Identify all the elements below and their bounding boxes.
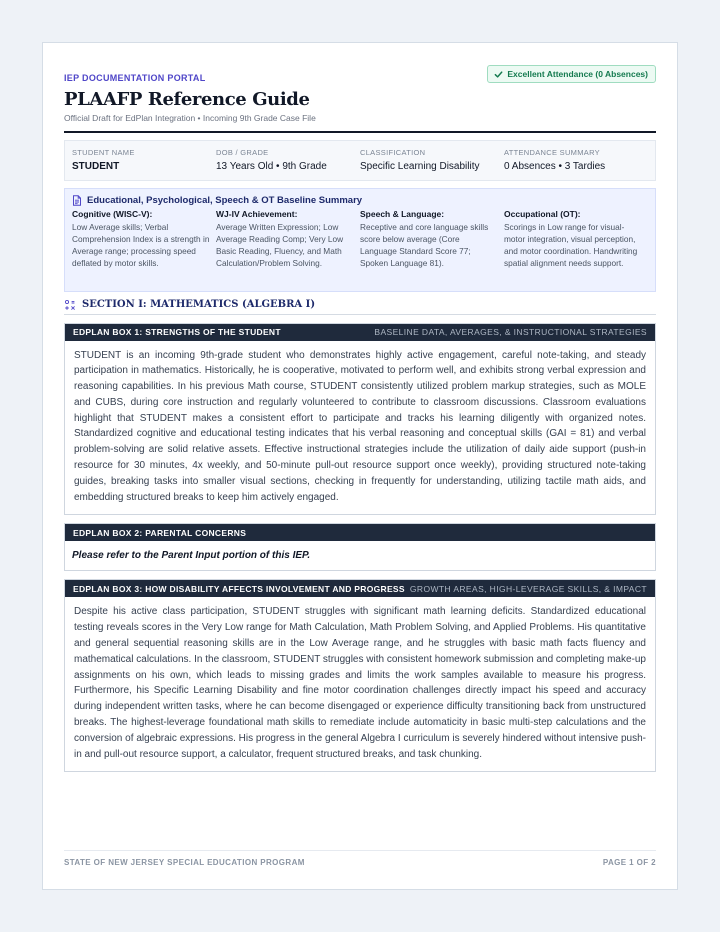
document-page (42, 42, 678, 890)
baseline-column-text: Scorings in Low range for visual-motor integration, visual perception, and motor coordination. Handwriting spatial alignment needs support. (504, 221, 638, 269)
baseline-column-cognitive (72, 209, 216, 270)
edplan-box-disability-impact (64, 579, 656, 772)
student-info-bar (64, 140, 656, 181)
page-footer (64, 850, 656, 867)
box-title: EDPLAN BOX 1: STRENGTHS OF THE STUDENT (73, 327, 281, 337)
edplan-box-parental-concerns (64, 523, 656, 571)
box-tag: GROWTH AREAS, HIGH-LEVERAGE SKILLS, & IMPACT (409, 583, 647, 594)
baseline-column-heading: Cognitive (WISC-V): (72, 208, 153, 219)
box-header (65, 580, 655, 597)
box-title: EDPLAN BOX 3: HOW DISABILITY AFFECTS INVOLVEMENT AND PROGRESS (73, 583, 405, 594)
classification-field (360, 148, 504, 180)
attendance-value: 0 Absences • 3 Tardies (504, 160, 606, 172)
page-title: PLAAFP Reference Guide (64, 89, 310, 110)
baseline-column-heading: WJ-IV Achievement: (216, 208, 298, 219)
field-label: DOB / GRADE (216, 147, 269, 157)
box-header (65, 524, 655, 541)
baseline-summary-title: Educational, Psychological, Speech & OT Baseline Summary (87, 194, 363, 206)
dob-grade-field (216, 148, 360, 180)
baseline-column-achievement (216, 209, 360, 270)
field-label: CLASSIFICATION (360, 147, 426, 157)
box-header (65, 324, 655, 341)
baseline-column-occupational (504, 209, 648, 270)
baseline-columns (72, 209, 648, 270)
box-body-text: STUDENT is an incoming 9th-grade student who demonstrates highly active engagement, careful note-taking, and steady participation in mathematics. Historically, he is cooperative, motivated to perform well, and exhibits strong verbal expression and reasoning capabilities. In his previous Math course, STUDENT consistently utilized problem markup strategies, such as MOLE and CUBS, during core instruction and regularly volunteered to contribute to classroom discussions. Classroom evaluations highlight that STUDENT makes a consistent effort to participate and tracks his learning diligently with organized notes. Standardized cognitive and educational testing indicates that his verbal reasoning and conceptual skills (GAI = 81) and verbal problem-solving are solid relative assets. Effective instructional strategies include the utilization of daily aide support (push-in resource for 30 minutes, 4x weekly, and 50-minute pull-out resource support once weekly), providing structured note-taking guides, breaking tasks into smaller visual sections, checking in frequently for understanding, utilizing tactile math aids, and embedding structured breaks to keep him actively engaged. (74, 349, 646, 503)
footer-page-number: PAGE 1 OF 2 (602, 858, 656, 867)
footer-program-label: STATE OF NEW JERSEY SPECIAL EDUCATION PROGRAM (64, 858, 305, 867)
baseline-column-text: Average Written Expression; Low Average Reading Comp; Very Low Basic Reading, Fluency, and Math Calculation/Problem Solving. (216, 221, 344, 269)
box-body-text: Despite his active class participation, STUDENT struggles with significant math learning deficits. Standardized educational testing reveals scores in the Very Low range for Math Calculation, Math Problem Solving, and Applied Problems. His quantitative and general sequential reasoning skills are in the Low Average range, and he struggles with basic math facts fluency and mathematical calculations. In the classroom, STUDENT struggles with consistent homework submission and completing make-up assignments on his own, which leads to missing grades and limits the work samples available to measure his progress. Furthermore, his Specific Learning Disability and fine motor coordination challenges directly impact his speed and accuracy during independent written tasks, where he can become disengaged or experience difficulty transitioning back from unstructured breaks. The highest-leverage foundational math skills to remediate include automaticity in basic multi-step calculations and the conversion of algebraic expressions. His progress in the general Algebra I curriculum is severely hindered without intensive push-in and pull-out resource support, a calculator, frequent structured breaks, and task chunking. (74, 606, 646, 760)
check-icon (494, 70, 503, 79)
attendance-field (504, 148, 648, 180)
baseline-column-speech (360, 209, 504, 270)
portal-label: IEP DOCUMENTATION PORTAL (64, 73, 206, 83)
baseline-column-heading: Occupational (OT): (504, 208, 581, 219)
baseline-column-text: Receptive and core language skills score below average (Core Language Standard Score 77; Spoken Language 81). (360, 221, 489, 269)
attendance-badge (487, 65, 656, 83)
dob-grade-value: 13 Years Old • 9th Grade (216, 160, 327, 172)
student-name-value: STUDENT (72, 160, 120, 172)
baseline-column-heading: Speech & Language: (360, 208, 445, 219)
box-body-text: Please refer to the Parent Input portion of this IEP. (72, 550, 311, 562)
page-subtitle: Official Draft for EdPlan Integration • Incoming 9th Grade Case File (64, 113, 316, 123)
field-label: STUDENT NAME (72, 147, 135, 157)
box-tag: BASELINE DATA, AVERAGES, & INSTRUCTIONAL STRATEGIES (374, 327, 647, 337)
baseline-summary-heading (72, 195, 648, 206)
section-heading (64, 300, 656, 315)
section-title: SECTION I: MATHEMATICS (ALGEBRA I) (82, 299, 316, 310)
math-operations-icon (64, 299, 76, 311)
edplan-box-strengths (64, 323, 656, 516)
title-divider (64, 131, 656, 133)
field-label: ATTENDANCE SUMMARY (504, 147, 600, 157)
document-icon (72, 195, 82, 206)
attendance-badge-label: Excellent Attendance (0 Absences) (507, 69, 648, 79)
page-content (64, 71, 656, 772)
classification-value: Specific Learning Disability (360, 160, 480, 172)
box-title: EDPLAN BOX 2: PARENTAL CONCERNS (73, 527, 247, 538)
baseline-column-text: Low Average skills; Verbal Comprehension Index is a strength in Average range; processing speed deflated by motor skills. (72, 221, 210, 269)
baseline-summary-panel (64, 188, 656, 292)
student-name-field (72, 148, 216, 180)
